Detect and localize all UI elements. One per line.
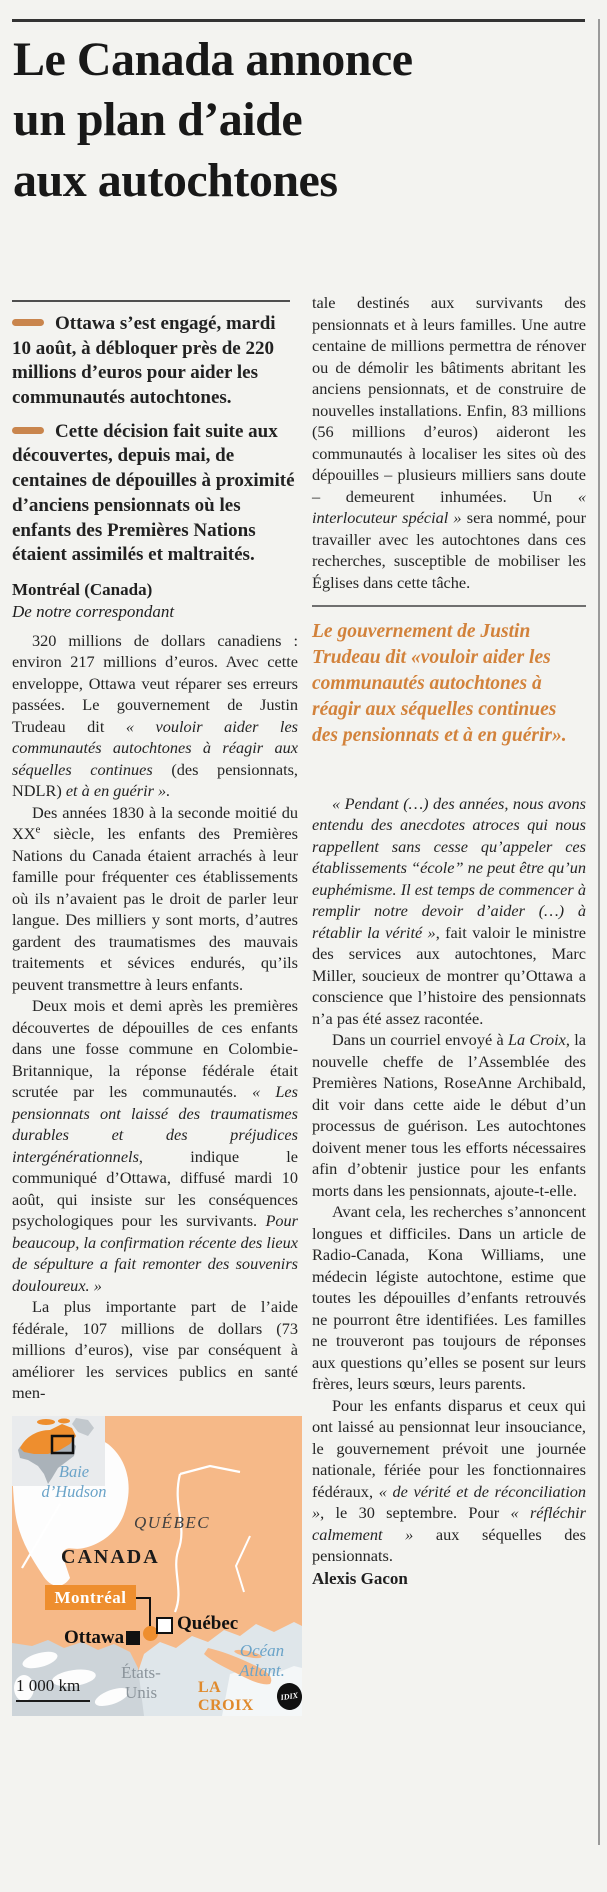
map-credit — [198, 1679, 302, 1715]
map-label-text: Unis — [124, 1683, 158, 1703]
headline-line: Le Canada annonce — [13, 33, 413, 86]
body-paragraph: « Pendant (…) des années, nous avons entendu des anecdotes atroces qui nous rappellent sans cesse qu’appeler ces établissements “école” ne peut être qu’un euphémisme. Il est temps de commencer à remplir notre devoir d’aider (…) à rétablir la vérité », fait valoir le ministre des services aux autochtones, Marc Miller, soucieux de montrer qu’Ottawa a conscience que l’histoire des pensionnats n’a pas été assez racontée. — [312, 793, 586, 1028]
city-label-quebec: Québec — [177, 1612, 239, 1634]
map-label-usa — [112, 1663, 170, 1704]
standfirst-rule — [12, 300, 290, 302]
scale-bar — [16, 1700, 90, 1702]
ottawa-square-marker — [126, 1631, 140, 1645]
standfirst-item — [12, 420, 298, 568]
map-label-quebec-province: QUÉBEC — [134, 1512, 211, 1532]
body-paragraph: tale destinés aux survivants des pensionnats et à leurs familles. Une autre centaine de millions permettra de rénover ou de démolir les bâtiments abritant les anciens pensionnats, et de construire de nouvelles installations. Enfin, 83 millions (56 millions d’euros) aideront les communautés à localiser les sites où des dépouilles – plusieurs milliers sans doute – demeurent inhumées. Un « interlocuteur spécial » sera nommé, pour travailler avec les autochtones dans ces recherches, susceptible de mobiliser les Églises dans cette tâche. — [312, 293, 587, 592]
pull-quote: Le gouvernement de Justin Trudeau dit «vouloir aider les communautés autochtones à réagir aux séquelles continues des pensionnats et à en guérir». — [312, 621, 567, 746]
scale-bar-label: 1 000 km — [16, 1675, 81, 1695]
top-rule — [12, 19, 585, 22]
body-paragraph: 320 millions de dollars canadiens : environ 217 millions d’euros. Avec cette enveloppe, Ottawa veut réparer ses erreurs passées. Le gouvernement de Justin Trudeau dit « vouloir aider les communautés autochtones à réagir aux séquelles continues (des pensionnats, NDLR) et à en guérir ». — [12, 630, 299, 801]
correspondent-note: De notre correspondant — [12, 601, 175, 621]
column-divider — [598, 19, 600, 1845]
idix-badge: IDIX — [276, 1682, 302, 1712]
map-label-text: d’Hudson — [41, 1481, 107, 1501]
headline-line: aux autochtones — [13, 153, 338, 207]
map-label-text: Océan — [239, 1640, 285, 1660]
bullet-dash-icon — [12, 319, 44, 326]
standfirst-text: Cette décision fait suite aux découvertes, depuis mai, de centaines de dépouilles à proximité d’anciens pensionnats où les enfants des Premières Nations étaient assimilés et maltraités. — [12, 420, 295, 566]
standfirst-item — [12, 312, 298, 411]
map-label-canada: CANADA — [61, 1545, 160, 1568]
body-paragraph: Deux mois et demi après les premières découvertes de dépouilles de ces enfants dans une fosse commune en Colombie-Britannique, la réponse fédérale était scrutée par les communautés. « Les pensionnats ont laissé des traumatismes durables et des préjudices intergénérationnels, indique le communiqué d’Ottawa, diffusé mardi 10 août, qui insiste sur les conséquences psychologiques pour les survivants. Pour beaucoup, la confirmation récente des lieux de sépulture a fait remonter des souvenirs douloureux. » — [12, 996, 298, 1295]
standfirst-text: Ottawa s’est engagé, mardi 10 août, à débloquer près de 220 millions d’euros pour aider les communautés autochtones. — [12, 313, 276, 409]
map-label-atlantic-ocean — [225, 1641, 299, 1682]
map-label-hudson-bay — [32, 1462, 116, 1502]
city-label-montreal: Montréal — [45, 1585, 136, 1610]
author-signature: Alexis Gacon — [312, 1568, 408, 1588]
body-paragraph: Pour les enfants disparus et ceux qui ont laissé au pensionnat leur insouciance, le gouvernement prévoit une journée nationale, fériée pour les fonctionnaires fédéraux, « de vérité et de réconciliation », le 30 septembre. Pour « réfléchir calmement » aux séquelles des pensionnats. — [312, 1395, 587, 1566]
map-label-text: Atlant. — [239, 1661, 285, 1681]
quebec-square-marker — [156, 1617, 173, 1634]
city-label-ottawa: Ottawa — [64, 1626, 125, 1648]
right-column — [312, 292, 586, 1606]
body-paragraph: La plus importante part de l’aide fédérale, 107 millions de dollars (73 millions d’euros), vise par conséquent à améliorer les services publics en santé men- — [12, 1297, 298, 1403]
locator-map — [12, 1416, 302, 1716]
body-paragraph: Avant cela, les recherches s’annoncent longues et difficiles. Dans un article de Radio-Canada, Kona Williams, une médecin légiste autochtone, estime que toutes les dépouilles d’enfants retrouvés ne pourront être identifiées. Les familles ne trouveront pas toujours de réponses aux questions qu’elles se posent sur leurs frères, leurs sœurs, leurs parents. — [312, 1202, 586, 1394]
article-headline — [13, 30, 573, 211]
left-column — [12, 300, 298, 1716]
body-paragraph: Dans un courriel envoyé à La Croix, la nouvelle cheffe de l’Assemblée des Premières Nations, RoseAnne Archibald, dit voir dans cette aide le début d’un processus de guérison. Les autochtones doivent mener tous les efforts nécessaires afin d’obtenir justice pour les enfants morts dans les pensionnats, ajoute-t-elle. — [312, 1030, 586, 1200]
headline-line: un plan d’aide — [13, 93, 303, 147]
dateline: Montréal (Canada) — [12, 579, 153, 599]
map-label-text: Baie — [58, 1461, 90, 1481]
pull-quote-rule — [312, 605, 586, 607]
bullet-dash-icon — [12, 427, 44, 434]
map-label-text: États- — [121, 1662, 161, 1682]
body-paragraph: Des années 1830 à la seconde moitié du XXe siècle, les enfants des Premières Nations du Canada étaient arrachés à leur famille pour fréquenter ces établissements où ils n’avaient pas le droit de parler leur langue. Des milliers y sont morts, d’autres gardent des traumatismes des mauvais traitements et sévices endurés, qu’ils peuvent transmettre à leurs enfants. — [12, 802, 298, 994]
lacroix-logo: LA CROIX — [198, 1678, 254, 1714]
